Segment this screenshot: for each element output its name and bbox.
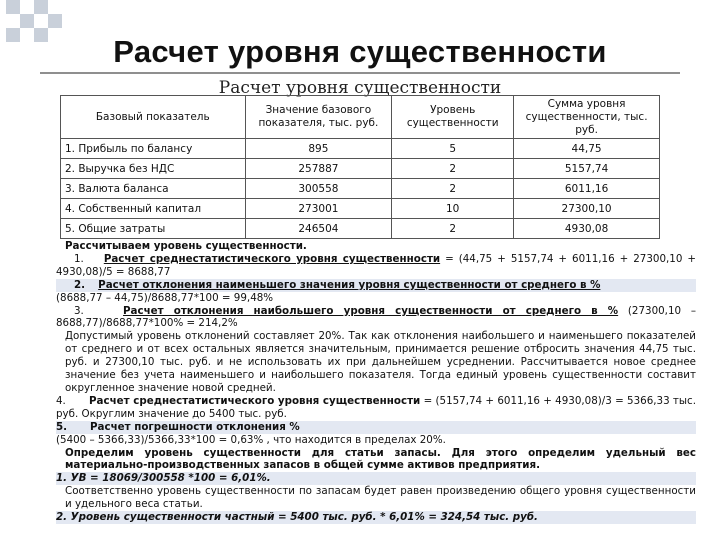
step-2-formula: (8688,77 – 44,75)/8688,77*100 = 99,48% xyxy=(56,291,274,304)
step-number: 4. xyxy=(56,394,66,407)
table-header-row xyxy=(61,96,660,139)
header-materiality-level: Уровень существенности xyxy=(392,96,514,139)
inventory-paragraph: Определим уровень существенности для статьи запасы. Для этого определим удельный вес материально-производственных запасов в общей сумме активов предприятия. xyxy=(65,446,696,472)
step-label: Расчет среднестатистического уровня существенности xyxy=(89,394,421,407)
table-cell: 1. Прибыль по балансу xyxy=(61,139,246,159)
calculation-text xyxy=(56,240,696,524)
step-label: Расчет погрешности отклонения % xyxy=(90,420,300,433)
table-cell: 10 xyxy=(392,199,514,219)
intro-text: Рассчитываем уровень существенности. xyxy=(65,240,307,252)
step-number: 2. xyxy=(74,278,86,291)
table-cell: 246504 xyxy=(245,219,392,239)
document-heading: Расчет уровня существенности xyxy=(218,78,502,98)
step-number: 5. xyxy=(56,420,68,433)
table-row xyxy=(61,159,660,179)
step-formula: (27300,10 – 8688,77)/8688,77*100% = 214,2% xyxy=(56,304,696,330)
table-cell: 2. Выручка без НДС xyxy=(61,159,246,179)
share-calculation: 1. УВ = 18069/300558 *100 = 6,01%. xyxy=(56,472,696,485)
step-4 xyxy=(56,395,696,421)
table-cell: 6011,16 xyxy=(514,179,660,199)
table-cell: 4930,08 xyxy=(514,219,660,239)
table-cell: 2 xyxy=(392,179,514,199)
header-base-value: Значение базового показателя, тыс. руб. xyxy=(245,96,392,139)
table-cell: 257887 xyxy=(245,159,392,179)
step-formula: = (5157,74 + 6011,16 + 4930,08)/3 = 5366,33 тыс. руб. Округлим значение до 5400 тыс. руб. xyxy=(56,394,696,420)
step-5 xyxy=(56,421,696,434)
header-materiality-sum: Сумма уровня существенности, тыс. руб. xyxy=(514,96,660,139)
result-paragraph: Соответственно уровень существенности по запасам будет равен произведению общего уровня существенности и удельного веса статьи. xyxy=(65,485,696,511)
table-cell: 5 xyxy=(392,139,514,159)
step-3 xyxy=(56,305,696,331)
step-1 xyxy=(56,253,696,279)
step-number: 1. xyxy=(74,252,84,265)
table-row xyxy=(61,199,660,219)
header-base-indicator: Базовый показатель xyxy=(61,96,246,139)
partial-materiality-calculation: 2. Уровень существенности частный = 5400 тыс. руб. * 6,01% = 324,54 тыс. руб. xyxy=(56,511,696,524)
table-cell: 5157,74 xyxy=(514,159,660,179)
materiality-table xyxy=(60,95,660,239)
step-label: Расчет отклонения наименьшего значения уровня существенности от среднего в % xyxy=(98,278,601,291)
title-divider xyxy=(40,72,680,74)
table-cell: 4. Собственный капитал xyxy=(61,199,246,219)
table-row xyxy=(61,139,660,159)
step-5-formula: (5400 – 5366,33)/5366,33*100 = 0,63% , что находится в пределах 20%. xyxy=(56,433,446,446)
table-cell: 2 xyxy=(392,219,514,239)
step-label: Расчет среднестатистического уровня существенности xyxy=(103,252,441,265)
step-formula: = (44,75 + 5157,74 + 6011,16 + 27300,10 + 4930,08)/5 = 8688,77 xyxy=(56,252,696,278)
table-cell: 5. Общие затраты xyxy=(61,219,246,239)
table-cell: 300558 xyxy=(245,179,392,199)
table-cell: 27300,10 xyxy=(514,199,660,219)
table-cell: 895 xyxy=(245,139,392,159)
table-cell: 273001 xyxy=(245,199,392,219)
table-row xyxy=(61,219,660,239)
step-number: 3. xyxy=(74,304,84,317)
table-cell: 3. Валюта баланса xyxy=(61,179,246,199)
deviation-paragraph: Допустимый уровень отклонений составляет 20%. Так как отклонения наибольшего и наименьшего показателей от среднего и от всех остальных является значительным, принимается решение отбросить значения 44,75 тыс. руб. и 27300,10 тыс. руб. и не использовать их при дальнейшем усреднении. Рассчитывается новое среднее значение без учета наименьшего и наибольшего показателя. Тогда единый уровень существенности составит округленное значение новой средней. xyxy=(65,330,696,394)
step-label: Расчет отклонения наибольшего уровня существенности от среднего в % xyxy=(123,304,619,317)
table-row xyxy=(61,179,660,199)
table-cell: 2 xyxy=(392,159,514,179)
step-2 xyxy=(56,279,696,292)
table-cell: 44,75 xyxy=(514,139,660,159)
slide-title: Расчет уровня существенности xyxy=(113,34,607,69)
